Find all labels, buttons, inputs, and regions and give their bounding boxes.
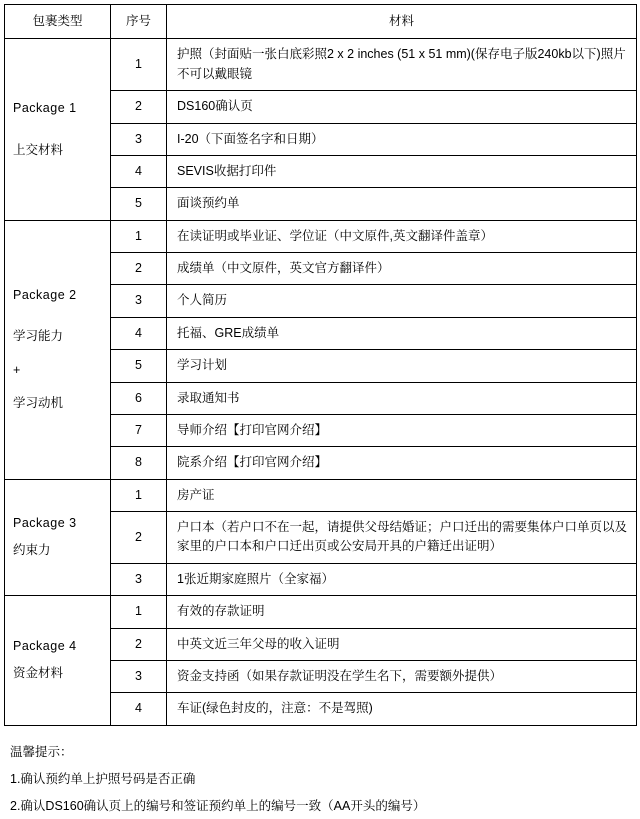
row-material: I-20（下面签名字和日期） [167,123,637,155]
footer-title: 温馨提示： [10,744,73,759]
row-material: 成绩单（中文原件，英文官方翻译件） [167,253,637,285]
row-index: 3 [111,285,167,317]
package-subtitle-plus: + [13,362,21,377]
row-material: SEVIS收据打印件 [167,155,637,187]
header-package-type: 包裹类型 [5,5,111,39]
footer-notes [4,726,636,819]
table-body [5,39,637,725]
row-index: 2 [111,512,167,564]
table-row [5,596,637,628]
package-title: Package 1 [13,101,77,116]
table-row [5,220,637,252]
package-cell-4 [5,596,111,726]
row-material: 1张近期家庭照片（全家福） [167,563,637,595]
footer-line-2: 2.确认DS160确认页上的编号和签证预约单上的编号一致（AA开头的编号） [10,798,426,813]
row-material: 个人简历 [167,285,637,317]
row-index: 1 [111,39,167,91]
row-material: 中英文近三年父母的收入证明 [167,628,637,660]
row-index: 1 [111,596,167,628]
row-material: 资金支持函（如果存款证明没在学生名下，需要额外提供） [167,660,637,692]
table-header [5,5,637,39]
row-index: 4 [111,693,167,725]
row-material: 护照（封面贴一张白底彩照2 x 2 inches (51 x 51 mm)(保存电子版240kb以下)照片不可以戴眼镜 [167,39,637,91]
row-material: 户口本（若户口不在一起，请提供父母结婚证；户口迁出的需要集体户口单页以及家里的户口本和户口迁出页或公安局开具的户籍迁出证明） [167,512,637,564]
row-material: 车证(绿色封皮的，注意：不是驾照) [167,693,637,725]
package-cell-2 [5,220,111,479]
row-index: 7 [111,414,167,446]
row-index: 2 [111,91,167,123]
row-material: 导师介绍【打印官网介绍】 [167,414,637,446]
row-index: 2 [111,628,167,660]
row-index: 4 [111,317,167,349]
row-index: 3 [111,563,167,595]
package-subtitle: 约束力 [13,543,51,558]
materials-table [4,4,637,726]
header-index: 序号 [111,5,167,39]
row-material: DS160确认页 [167,91,637,123]
package-cell-1 [5,39,111,220]
package-title: Package 3 [13,516,77,530]
package-subtitle: 上交材料 [13,142,64,157]
row-index: 2 [111,253,167,285]
package-subtitle-motive: 学习动机 [13,396,64,410]
table-row [5,479,637,511]
row-material: 院系介绍【打印官网介绍】 [167,447,637,479]
package-subtitle: 资金材料 [13,666,64,681]
package-cell-3 [5,479,111,596]
row-material: 托福、GRE成绩单 [167,317,637,349]
row-material: 房产证 [167,479,637,511]
package-title: Package 4 [13,639,77,653]
row-index: 8 [111,447,167,479]
row-index: 3 [111,123,167,155]
package-subtitle: 学习能力 [13,329,64,344]
row-index: 1 [111,220,167,252]
header-material: 材料 [167,5,637,39]
footer-line-1: 1.确认预约单上护照号码是否正确 [10,771,196,786]
table-row [5,39,637,91]
row-material: 在读证明或毕业证、学位证（中文原件,英文翻译件盖章） [167,220,637,252]
row-index: 5 [111,350,167,382]
row-index: 5 [111,188,167,220]
package-title: Package 2 [13,287,77,302]
row-material: 面谈预约单 [167,188,637,220]
row-material: 录取通知书 [167,382,637,414]
row-index: 3 [111,660,167,692]
row-material: 学习计划 [167,350,637,382]
row-index: 4 [111,155,167,187]
row-index: 6 [111,382,167,414]
table-header-row [5,5,637,39]
row-material: 有效的存款证明 [167,596,637,628]
row-index: 1 [111,479,167,511]
